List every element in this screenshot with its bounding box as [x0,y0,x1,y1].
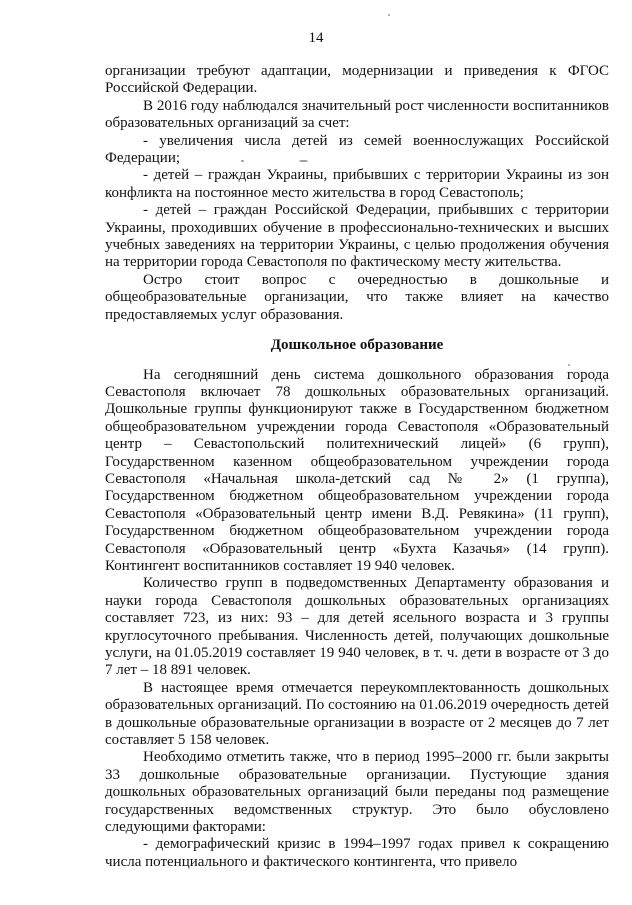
document-body [105,63,609,871]
paragraph-preschool-system: На сегодняшний день система дошкольного образования города Севастополя включает 78 дошкольных образовательных организаций. Дошкольные группы функционируют также в Государственном бюджетном общеобразовательном учреждении города Севастополя «Образовательный центр – Севастопольский политехнический лицей» (6 групп), Государственном казенном общеобразовательном учреждении города Севастополя «Начальная школа-детский сад № 2» (1 группа), Государственном бюджетном общеобразовательном учреждении города Севастополя «Образовательный центр имени В.Д. Ревякина» (11 групп), Государственном бюджетном общеобразовательном учреждении города Севастополя «Образовательный центр «Бухта Казачья» (14 групп). Контингент воспитанников составляет 19 940 человек. [105,366,609,574]
list-item-demographic-crisis: - демографический кризис в 1994–1997 годах привел к сокращению числа потенциального и фактического контингента, что привело [105,836,609,870]
scan-speck [299,160,308,162]
scan-speck [568,364,570,366]
list-item-ukraine-citizens: - детей – граждан Украины, прибывших с территории Украины из зон конфликта на постоянное место жительства в город Севастополь; [105,167,609,201]
section-heading: Дошкольное образование [270,337,444,354]
scan-speck [241,160,244,162]
list-item-russian-citizens: - детей – граждан Российской Федерации, прибывших с территории Украины, проходивших обучение в профессионально-технических и высших учебных заведениях на территории Украины, с целью продолжения обучения на территории города Севастополя по фактическому месту жительства. [105,202,609,271]
paragraph-overcrowding: В настоящее время отмечается переукомплектованность дошкольных образовательных организаций. По состоянию на 01.06.2019 очередность детей в дошкольные образовательные организации в возрасте от 2 месяцев до 7 лет составляет 5 158 человек. [105,679,609,749]
list-item-military-families: - увеличения числа детей из семей военнослужащих Российской Федерации; [105,132,609,167]
paragraph-queue-issue: Остро стоит вопрос с очередностью в дошкольные и общеобразовательные организации, что также влияет на качество предоставляемых услуг образования. [105,271,609,323]
scan-speck [388,14,390,16]
paragraph-group-count: Количество групп в подведомственных Департаменту образования и науки города Севастополя дошкольных образовательных организациях составляет 723, из них: 93 – для детей ясельного возраста и 3 группы круглосуточного пребывания. Численность детей, получающих дошкольные услуги, на 01.05.2019 составляет 19 940 человек, в т. ч. дети в возрасте от 3 до 7 лет – 18 891 человек. [105,575,609,679]
paragraph-adaptation: организации требуют адаптации, модернизации и приведения к ФГОС Российской Федерации. [105,63,609,97]
paragraph-growth-2016: В 2016 году наблюдался значительный рост численности воспитанников образовательных организаций за счет: [105,97,609,132]
paragraph-closures: Необходимо отметить также, что в период 1995–2000 гг. были закрыты 33 дошкольные образовательные организации. Пустующие здания дошкольных образовательных организаций были переданы под размещение государственных ведомственных структур. Это было обусловлено следующими факторами: [105,749,609,836]
page-number: 14 [308,30,324,46]
